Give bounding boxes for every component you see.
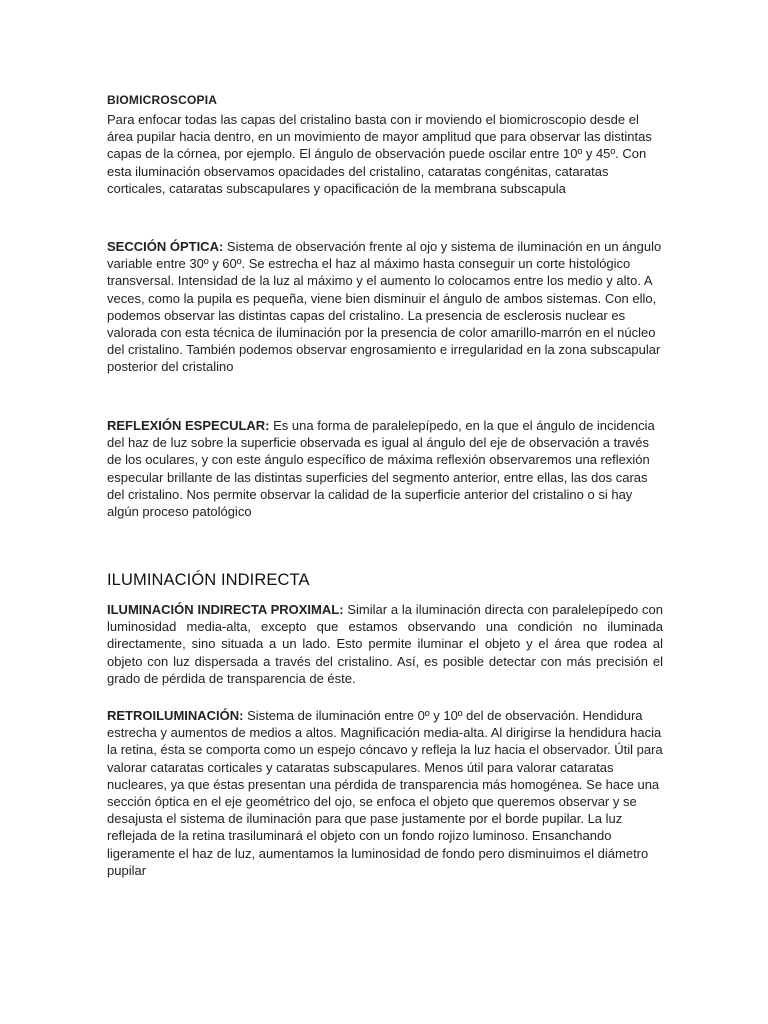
retroiluminacion-text: Sistema de iluminación entre 0º y 10º del de observación. Hendidura estrecha y aumentos de medios a altos. Magnificación media-alta. Al dirigirse la hendidura hacia la retina, ésta se comporta como un espejo cóncavo y refleja la luz hacia el observador. Útil para valorar cataratas corticales y cataratas subscapulares. Menos útil para valorar cataratas nucleares, ya que éstas presentan una pérdida de transparencia más homogénea. Se hace una sección óptica en el eje geométrico del ojo, se enfoca el objeto que queremos observar y se desajusta el sistema de iluminación para que pase justamente por el borde pupilar. La luz reflejada de la retina trasiluminará el objeto con un fondo rojizo luminoso. Ensanchando ligeramente el haz de luz, aumentamos la luminosidad de fondo pero disminuimos el diámetro pupilar	[107, 708, 663, 878]
section-heading-iluminacion-indirecta: ILUMINACIÓN INDIRECTA	[107, 571, 310, 589]
retroiluminacion-paragraph	[107, 707, 663, 879]
retroiluminacion-label: RETROILUMINACIÓN:	[107, 708, 244, 723]
seccion-optica-label: SECCIÓN ÓPTICA:	[107, 239, 224, 254]
indirecta-proximal-label: ILUMINACIÓN INDIRECTA PROXIMAL:	[107, 602, 344, 617]
document-title: BIOMICROSCOPIA	[107, 93, 218, 107]
seccion-optica-text: Sistema de observación frente al ojo y sistema de iluminación en un ángulo variable entre 30º y 60º. Se estrecha el haz al máximo hasta conseguir un corte histológico transversal. Intensidad de la luz al máximo y el aumento lo colocamos entre los medio y alto. A veces, como la pupila es pequeña, viene bien disminuir el ángulo de ambos sistemas. Con ello, podemos observar las distintas capas del cristalino. La presencia de esclerosis nuclear es valorada con esta técnica de iluminación por la presencia de color amarillo-marrón en el núcleo del cristalino. También podemos observar engrosamiento e irregularidad en la zona subscapular posterior del cristalino	[107, 239, 662, 375]
indirecta-proximal-text: Similar a la iluminación directa con paralelepípedo con luminosidad media-alta, excepto que estamos observando una condición no iluminada directamente, sino situada a un lado. Esto permite iluminar el objeto y el área que rodea al objeto con luz dispersada a través del cristalino. Así, es posible detectar con más precisión el grado de pérdida de transparencia de éste.	[107, 602, 663, 686]
reflexion-especular-label: REFLEXIÓN ESPECULAR:	[107, 418, 270, 433]
seccion-optica-paragraph	[107, 238, 663, 376]
reflexion-especular-paragraph	[107, 417, 663, 520]
indirecta-proximal-paragraph	[107, 601, 663, 687]
intro-paragraph: Para enfocar todas las capas del cristalino basta con ir moviendo el biomicroscopio desde el área pupilar hacia dentro, en un movimiento de mayor amplitud que para observar las distintas capas de la córnea, por ejemplo. El ángulo de observación puede oscilar entre 10º y 45º. Con esta iluminación observamos opacidades del cristalino, cataratas congénitas, cataratas corticales, cataratas subscapulares y opacificación de la membrana subscapula	[107, 112, 652, 196]
reflexion-especular-text: Es una forma de paralelepípedo, en la que el ángulo de incidencia del haz de luz sobre la superficie observada es igual al ángulo del eje de observación a través de los oculares, y con este ángulo específico de máxima reflexión observaremos una reflexión especular brillante de las distintas superficies del segmento anterior, entre ellas, las dos caras del cristalino. Nos permite observar la calidad de la superficie anterior del cristalino o si hay algún proceso patológico	[107, 418, 655, 520]
